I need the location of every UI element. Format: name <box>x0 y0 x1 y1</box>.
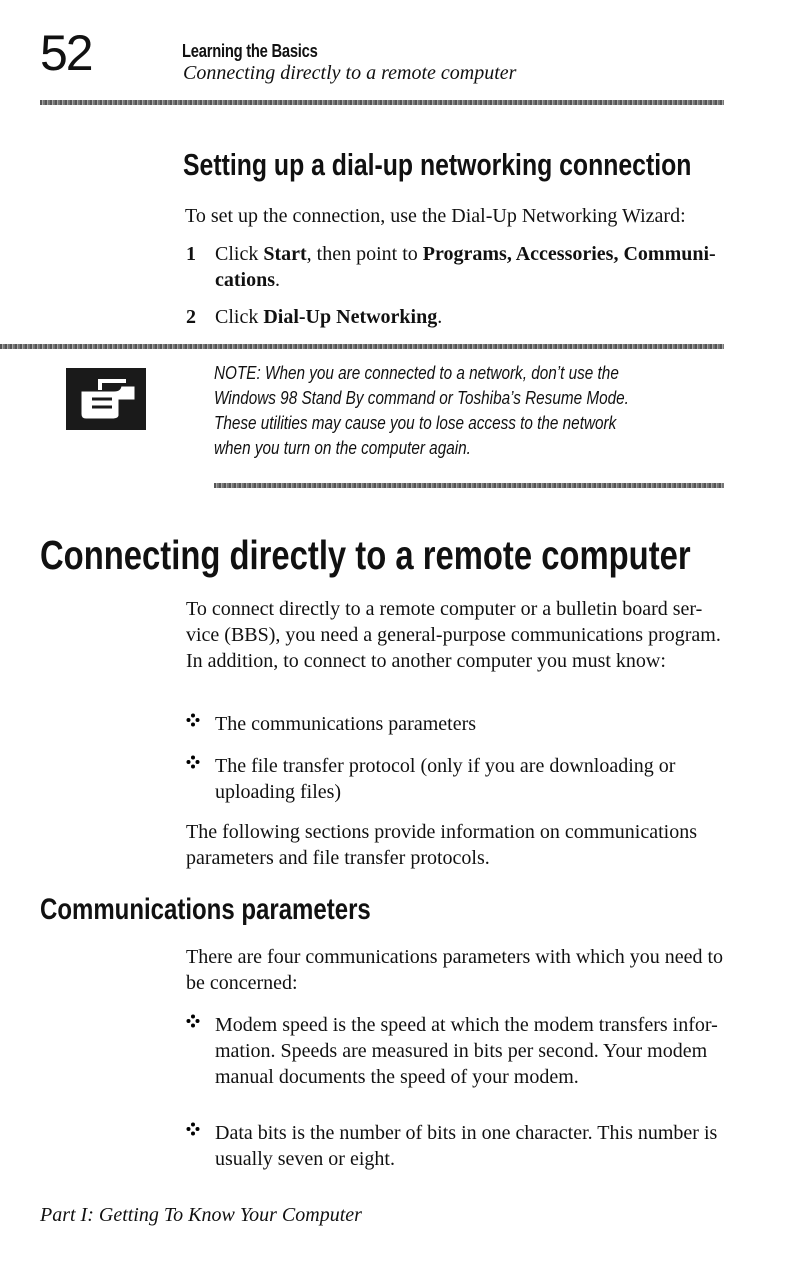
note-text <box>214 361 629 461</box>
step-2 <box>186 304 731 330</box>
remote-para-1: To connect directly to a remote computer or a bulletin board ser-vice (BBS), you need a general-purpose communications program. In addition, to connect to another computer you must know: <box>186 598 721 672</box>
page-footer: Part I: Getting To Know Your Computer <box>40 1204 362 1226</box>
params-intro: There are four communications parameters with which you need to be concerned: <box>186 946 724 994</box>
step-2-end: . <box>437 306 443 328</box>
diamond-bullet-icon <box>186 755 200 769</box>
remote-bullet-2-text: The file transfer protocol (only if you are downloading or uploading files) <box>215 755 676 803</box>
step-2-number: 2 <box>186 306 196 328</box>
params-bullet-2 <box>186 1120 731 1172</box>
params-bullet-1-text: Modem speed is the speed at which the modem transfers infor-mation. Speeds are measured in bits per second. Your modem manual documents the speed of your modem. <box>215 1014 718 1088</box>
step-1-text-mid: , then point to <box>306 243 423 265</box>
step-2-dun: Dial-Up Networking <box>263 306 438 328</box>
dialup-heading: Setting up a dial-up networking connection <box>183 147 692 182</box>
remote-bullet-2 <box>186 753 726 805</box>
step-1-text: Click <box>215 243 264 265</box>
page-number: 52 <box>40 25 92 81</box>
step-1-programs: Programs, Accessories, Communi- <box>422 243 716 265</box>
note-line-2: Windows 98 Stand By command or Toshiba’s Resume Mode. <box>214 388 629 408</box>
step-1-end: . <box>275 269 280 291</box>
params-heading: Communications parameters <box>40 893 371 926</box>
remote-heading: Connecting directly to a remote computer <box>40 532 691 578</box>
step-1-cont: cations <box>215 269 275 291</box>
remote-bullet-1-text: The communications parameters <box>215 713 477 735</box>
params-bullet-1 <box>186 1012 731 1090</box>
diamond-bullet-icon <box>186 713 200 727</box>
dialup-intro: To set up the connection, use the Dial-Up Networking Wizard: <box>185 205 686 227</box>
note-line-4: when you turn on the computer again. <box>214 438 471 458</box>
header-rule <box>40 100 724 105</box>
note-bottom-rule <box>214 483 724 488</box>
remote-bullet-1 <box>186 711 726 737</box>
note-line-3: These utilities may cause you to lose access to the network <box>214 413 617 433</box>
running-header-section: Learning the Basics <box>182 41 318 61</box>
step-2-text: Click <box>215 306 264 328</box>
note-line-1: NOTE: When you are connected to a network, don’t use the <box>214 363 619 383</box>
diamond-bullet-icon <box>186 1014 200 1028</box>
pointing-hand-icon <box>66 368 146 430</box>
step-1 <box>186 241 731 293</box>
diamond-bullet-icon <box>186 1122 200 1136</box>
remote-para-2: The following sections provide information on communications parameters and file transfer protocols. <box>186 821 698 869</box>
note-top-rule <box>0 344 724 349</box>
params-bullet-2-text: Data bits is the number of bits in one character. This number is usually seven or eight. <box>215 1122 718 1170</box>
step-1-start: Start <box>263 243 307 265</box>
running-header-title: Connecting directly to a remote computer <box>183 62 517 84</box>
step-1-number: 1 <box>186 243 196 265</box>
